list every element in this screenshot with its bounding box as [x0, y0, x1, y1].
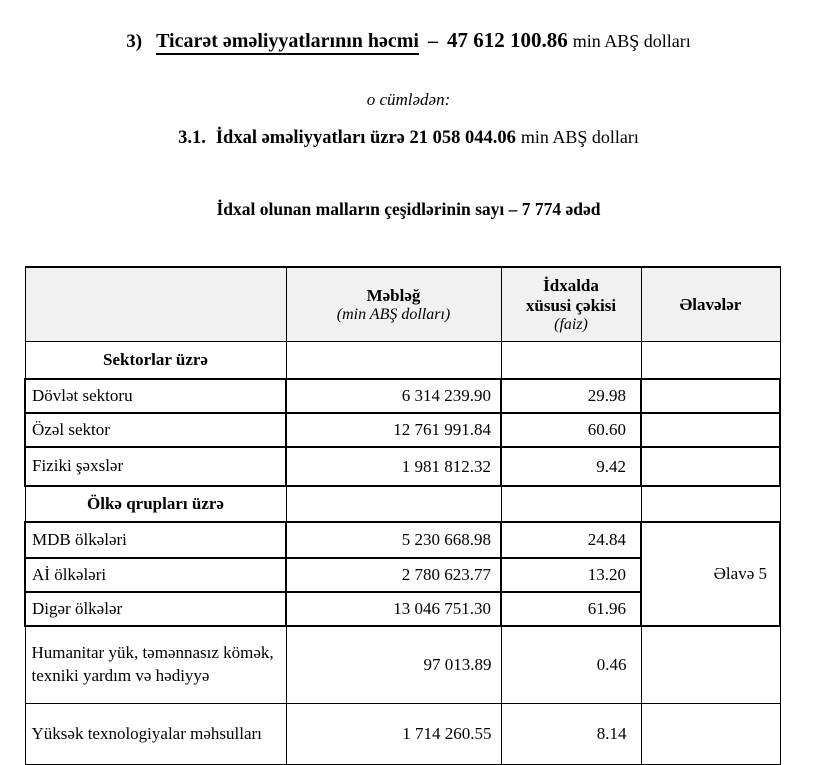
table-title-text: İdxal olunan malların çeşidlərinin sayı – — [216, 199, 518, 219]
amount-cell: 1 714 260.55 — [286, 704, 501, 765]
group-label: Ölkə qrupları üzrə — [25, 486, 286, 522]
amount-cell: 1 981 812.32 — [286, 447, 501, 486]
row-label: Fiziki şəxslər — [25, 447, 286, 486]
goods-count-value: 7 774 — [521, 199, 562, 219]
header-amount-subtitle: (min ABŞ dolları) — [336, 305, 451, 323]
goods-count-unit: ədəd — [565, 199, 601, 219]
row-label: Özəl sektor — [25, 413, 286, 447]
share-cell: 0.46 — [501, 626, 641, 704]
share-cell: 8.14 — [501, 704, 641, 765]
header-amount-cell — [286, 267, 501, 342]
table-row-cis-countries — [25, 522, 780, 558]
notes-cell — [641, 413, 780, 447]
amount-cell: 5 230 668.98 — [286, 522, 501, 558]
header-share-subtitle: (faiz) — [554, 315, 588, 333]
notes-cell — [641, 379, 780, 413]
row-label: Humanitar yük, təmənnasız kömək, texniki yardım və hədiyyə — [25, 626, 286, 704]
table-row-high-tech — [25, 704, 780, 765]
section-number: 3) — [126, 31, 143, 52]
share-cell: 29.98 — [501, 379, 641, 413]
header-share-line1: İdxalda — [543, 275, 599, 295]
subsection-number: 3.1. — [178, 128, 206, 148]
subsection-title: İdxal əməliyyatları üzrə — [215, 128, 405, 148]
total-trade-value: 47 612 100.86 — [446, 28, 568, 52]
amount-cell — [286, 486, 501, 522]
share-cell: 24.84 — [501, 522, 641, 558]
table-header-row — [25, 267, 780, 342]
share-cell: 61.96 — [501, 592, 641, 626]
share-cell: 9.42 — [501, 447, 641, 486]
row-label: Yüksək texnologiyalar məhsulları — [25, 704, 286, 765]
row-label: Digər ölkələr — [25, 592, 286, 626]
dash-separator: – — [427, 30, 438, 52]
section-heading — [0, 28, 817, 53]
notes-cell — [641, 486, 780, 522]
table-row-private-sector — [25, 413, 780, 447]
subsection-heading — [0, 127, 817, 149]
annex-reference-cell: Əlavə 5 — [641, 522, 780, 626]
notes-cell — [641, 447, 780, 486]
amount-cell: 13 046 751.30 — [286, 592, 501, 626]
table-row-individuals — [25, 447, 780, 486]
table-row-humanitarian — [25, 626, 780, 704]
import-value: 21 058 044.06 — [409, 128, 516, 148]
section-title: Ticarət əməliyyatlarının həcmi — [156, 30, 419, 55]
import-unit: min ABŞ dolları — [520, 127, 639, 147]
header-amount-title: Məbləğ — [366, 285, 421, 305]
share-cell: 60.60 — [501, 413, 641, 447]
row-label: MDB ölkələri — [25, 522, 286, 558]
amount-cell: 97 013.89 — [286, 626, 501, 704]
row-label: Dövlət sektoru — [25, 379, 286, 413]
amount-cell: 2 780 623.77 — [286, 558, 501, 592]
header-notes-cell: Əlavələr — [641, 267, 780, 342]
row-label: Aİ ölkələri — [25, 558, 286, 592]
table-row-state-sector — [25, 379, 780, 413]
amount-cell: 12 761 991.84 — [286, 413, 501, 447]
table-row-group-sectors — [25, 342, 780, 380]
group-label: Sektorlar üzrə — [25, 342, 286, 380]
amount-cell: 6 314 239.90 — [286, 379, 501, 413]
table-row-group-countries — [25, 486, 780, 522]
intro-text: o cümlədən: — [366, 90, 451, 109]
share-cell: 13.20 — [501, 558, 641, 592]
header-empty-cell — [25, 267, 286, 342]
notes-cell — [641, 342, 780, 380]
header-share-cell — [501, 267, 641, 342]
amount-cell — [286, 342, 501, 380]
share-cell — [501, 342, 641, 380]
table-title — [0, 199, 817, 220]
header-share-line2: xüsusi çəkisi — [525, 295, 617, 315]
document-page — [0, 28, 817, 743]
total-trade-unit: min ABŞ dolları — [572, 31, 691, 51]
notes-cell — [641, 626, 780, 704]
import-statistics-table — [24, 266, 781, 765]
notes-cell — [641, 704, 780, 765]
share-cell — [501, 486, 641, 522]
